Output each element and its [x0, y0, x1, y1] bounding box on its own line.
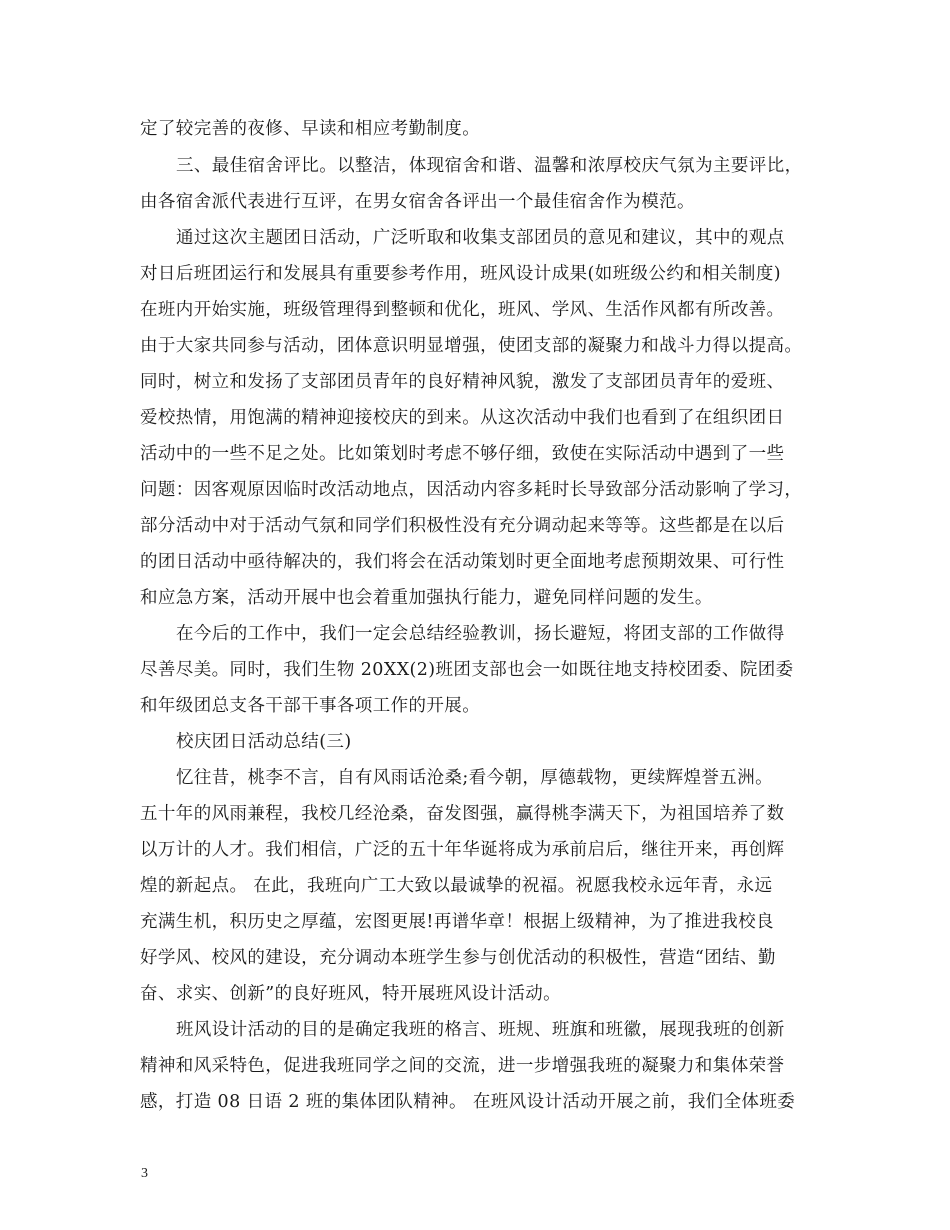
text-line: 的团日活动中亟待解决的，我们将会在活动策划时更全面地考虑预期效果、可行性 [140, 552, 785, 572]
text-line: 问题：因客观原因临时改活动地点，因活动内容多耗时长导致部分活动影响了学习， [140, 480, 803, 500]
text-line: 奋、求实、创新”的良好班风，特开展班风设计活动。 [140, 984, 562, 1004]
text-line: 感，打造 08 日语 2 班的集体团队精神。 在班风设计活动开展之前，我们全体班委 [140, 1092, 796, 1112]
text-line: 三、最佳宿舍评比。以整洁，体现宿舍和谐、温馨和浓厚校庆气氛为主要评比， [176, 156, 803, 176]
text-line: 和应急方案，活动开展中也会着重加强执行能力，避免同样问题的发生。 [140, 588, 713, 608]
text-line: 爱校热情，用饱满的精神迎接校庆的到来。从这次活动中我们也看到了在组织团日 [140, 408, 785, 428]
text-line: 在班内开始实施，班级管理得到整顿和优化，班风、学风、生活作风都有所改善。 [140, 300, 785, 320]
section-heading: 校庆团日活动总结(三) [176, 732, 352, 752]
text-line: 煌的新起点。 在此，我班向广工大致以最诚挚的祝福。祝愿我校永远年青，永远 [140, 876, 773, 896]
text-line: 同时，树立和发扬了支部团员青年的良好精神风貌，激发了支部团员青年的爱班、 [140, 372, 785, 392]
text-line: 由各宿舍派代表进行互评，在男女宿舍各评出一个最佳宿舍作为模范。 [140, 192, 695, 212]
text-line: 五十年的风雨兼程，我校几经沧桑，奋发图强，赢得桃李满天下，为祖国培养了数 [140, 804, 785, 824]
text-line: 对日后班团运行和发展具有重要参考作用，班风设计成果(如班级公约和相关制度) [140, 264, 781, 284]
text-line: 充满生机，积历史之厚蕴，宏图更展!再谱华章！根据上级精神，为了推进我校良 [140, 912, 774, 932]
text-line: 以万计的人才。我们相信，广泛的五十年华诞将成为承前启后，继往开来，再创辉 [140, 840, 785, 860]
text-line: 活动中的一些不足之处。比如策划时考虑不够仔细，致使在实际活动中遇到了一些 [140, 444, 785, 464]
text-line: 班风设计活动的目的是确定我班的格言、班规、班旗和班徽，展现我班的创新 [176, 1020, 785, 1040]
text-line: 忆往昔，桃李不言，自有风雨话沧桑;看今朝，厚德载物，更续辉煌誉五洲。 [176, 768, 773, 788]
text-line: 部分活动中对于活动气氛和同学们积极性没有充分调动起来等等。这些都是在以后 [140, 516, 785, 536]
text-line: 尽善尽美。同时，我们生物 20XX(2)班团支部也会一如既往地支持校团委、院团委 [140, 660, 794, 680]
text-line: 通过这次主题团日活动，广泛听取和收集支部团员的意见和建议，其中的观点 [176, 228, 785, 248]
page-number: 3 [141, 1166, 148, 1181]
text-line: 定了较完善的夜修、早读和相应考勤制度。 [140, 119, 481, 139]
text-line: 由于大家共同参与活动，团体意识明显增强，使团支部的凝聚力和战斗力得以提高。 [140, 336, 803, 356]
text-line: 精神和风采特色，促进我班同学之间的交流，进一步增强我班的凝聚力和集体荣誉 [140, 1056, 785, 1076]
text-line: 好学风、校风的建设，充分调动本班学生参与创优活动的积极性，营造“团结、勤 [140, 948, 776, 968]
text-line: 在今后的工作中，我们一定会总结经验教训，扬长避短，将团支部的工作做得 [176, 624, 785, 644]
text-line: 和年级团总支各干部干事各项工作的开展。 [140, 696, 481, 716]
